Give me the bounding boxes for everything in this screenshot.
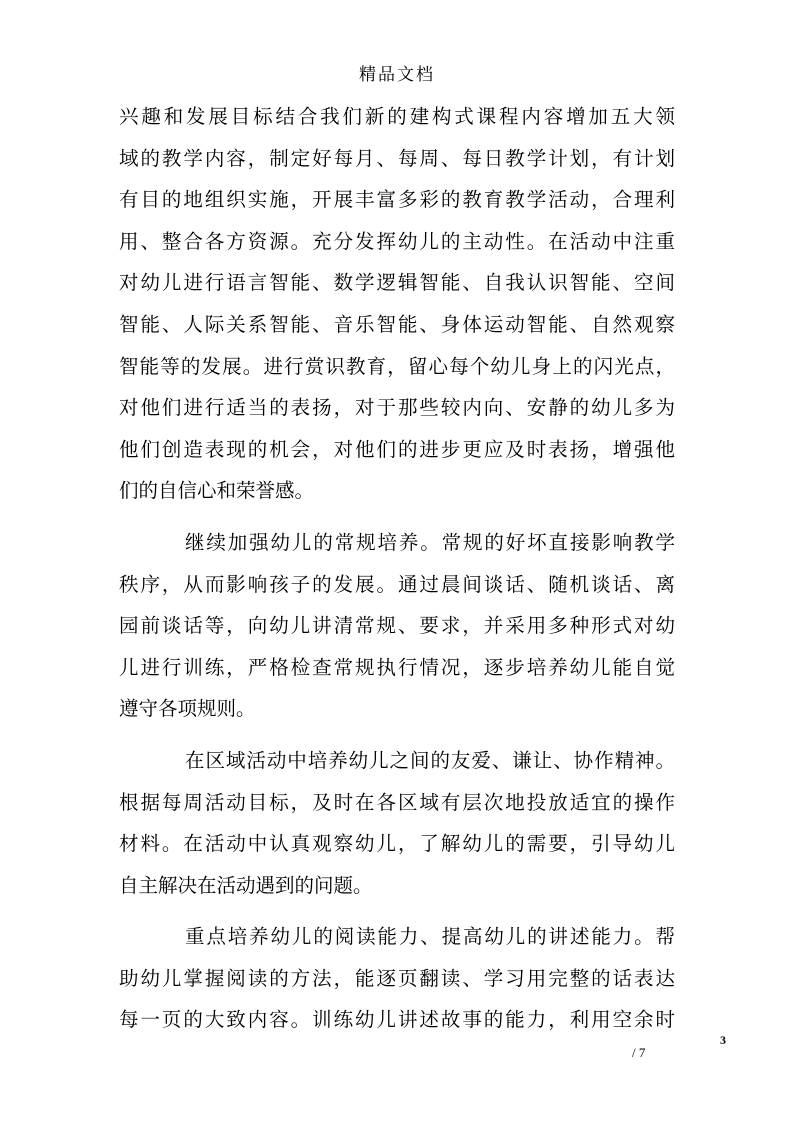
paragraph-spacer bbox=[119, 512, 675, 522]
text-line: 园前谈话等，向幼儿讲清常规、要求，并采用多种形式对幼 bbox=[119, 614, 675, 638]
paragraph bbox=[119, 916, 675, 1041]
text-line: 对幼儿进行语言智能、数学逻辑智能、自我认识智能、空间 bbox=[119, 271, 675, 295]
text-line: 兴趣和发展目标结合我们新的建构式课程内容增加五大领 bbox=[119, 105, 675, 128]
text-line: 助幼儿掌握阅读的方法，能逐页翻读、学习用完整的话表达 bbox=[119, 966, 675, 990]
text-line: 域的教学内容，制定好每月、每周、每日教学计划，有计划 bbox=[119, 146, 675, 170]
text-line: 智能、人际关系智能、音乐智能、身体运动智能、自然观察 bbox=[119, 312, 675, 336]
text-line: 遵守各项规则。 bbox=[119, 697, 256, 721]
page-number: 3 bbox=[720, 1033, 726, 1047]
text-line: 对他们进行适当的表扬，对于那些较内向、安静的幼儿多为 bbox=[119, 396, 675, 420]
page-total: / 7 bbox=[632, 1045, 646, 1060]
text-line: 重点培养幼儿的阅读能力、提高幼儿的讲述能力。帮 bbox=[185, 925, 675, 949]
text-line: 智能等的发展。进行赏识教育，留心每个幼儿身上的闪光点， bbox=[119, 354, 675, 378]
text-line: 有目的地组织实施，开展丰富多彩的教育教学活动，合理利 bbox=[119, 188, 675, 212]
paragraph-spacer bbox=[119, 730, 675, 740]
text-line: 在区域活动中培养幼儿之间的友爱、谦让、协作精神。 bbox=[185, 748, 675, 772]
paragraph bbox=[119, 96, 675, 512]
text-line: 材料。在活动中认真观察幼儿，了解幼儿的需要，引导幼儿 bbox=[119, 832, 675, 856]
paragraph-spacer bbox=[119, 906, 675, 916]
text-line: 根据每周活动目标，及时在各区域有层次地投放适宜的操作 bbox=[119, 790, 675, 814]
text-line: 秩序，从而影响孩子的发展。通过晨间谈话、随机谈话、离 bbox=[119, 572, 675, 596]
text-line: 每一页的大致内容。训练幼儿讲述故事的能力，利用空余时 bbox=[119, 1008, 675, 1032]
text-line: 儿进行训练，严格检查常规执行情况，逐步培养幼儿能自觉 bbox=[119, 655, 675, 679]
paragraph bbox=[119, 740, 675, 906]
document-header-title: 精品文档 bbox=[359, 65, 435, 85]
text-line: 用、整合各方资源。充分发挥幼儿的主动性。在活动中注重 bbox=[119, 229, 675, 253]
text-line: 他们创造表现的机会，对他们的进步更应及时表扬，增强他 bbox=[119, 437, 675, 461]
text-line: 自主解决在活动遇到的问题。 bbox=[119, 873, 373, 897]
text-line: 们的自信心和荣誉感。 bbox=[119, 479, 315, 503]
document-body bbox=[119, 96, 675, 1041]
paragraph bbox=[119, 522, 675, 730]
text-line: 继续加强幼儿的常规培养。常规的好坏直接影响教学 bbox=[185, 530, 675, 554]
